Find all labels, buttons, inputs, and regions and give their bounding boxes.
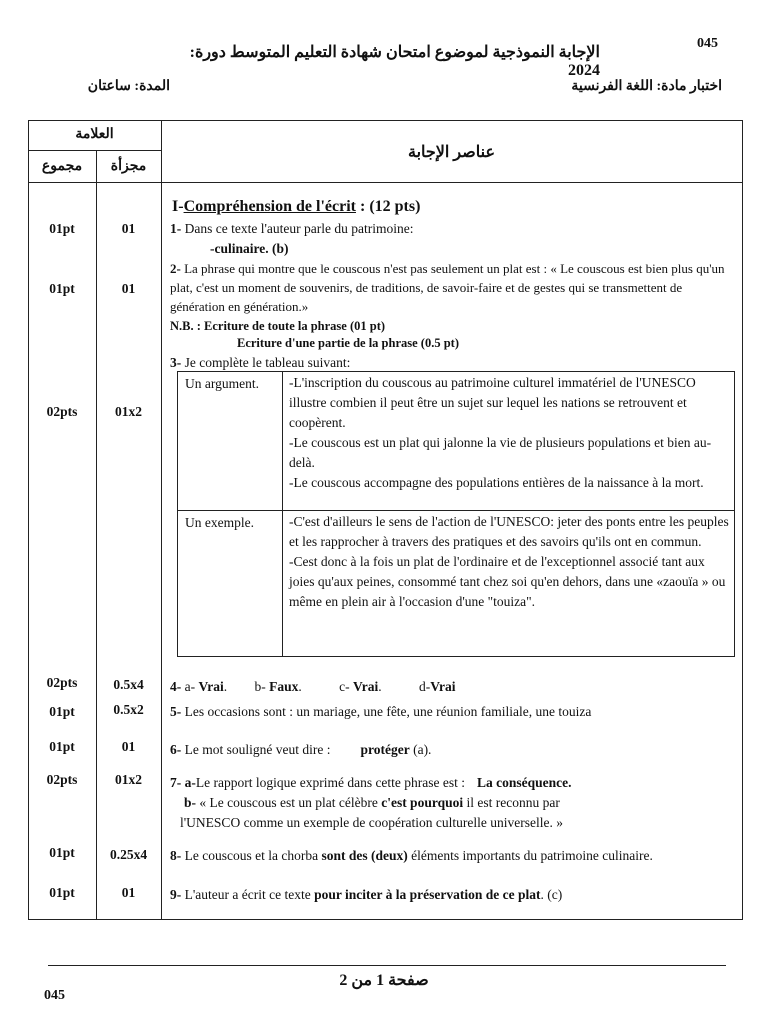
q8-question: 8- Le couscous et la chorba sont des (deux) éléments importants du patrimoine culinaire. xyxy=(170,848,653,863)
section-title: I-Compréhension de l'écrit : (12 pts) xyxy=(172,198,421,215)
answers-header: عناصر الإجابة xyxy=(407,144,496,161)
q8-total: 01pt xyxy=(49,845,75,860)
q2-question: 2- La phrase qui montre que le couscous n'est pas seulement un plat est : « Le couscous est bien plus qu'un plat, c'est un moment de souvenirs, de traditions, de savoir-faire et de gestes qui se transmettent de génération en génération.» xyxy=(170,261,725,314)
page-code-bottom: 045 xyxy=(44,988,65,1003)
q6-partial: 01 xyxy=(121,739,136,754)
q2-total: 01pt xyxy=(49,281,75,296)
q3-question: 3- Je complète le tableau suivant: xyxy=(170,355,351,370)
q7-question-b-cont: l'UNESCO comme un exemple de coopération culturelle universelle. » xyxy=(180,815,563,830)
argument-line-3: -Le couscous accompagne des populations entières de la naissance à la mort. xyxy=(289,475,704,490)
footer-rule xyxy=(48,965,726,966)
q2-note-partial: Ecriture d'une partie de la phrase (0.5 pt) xyxy=(237,336,459,350)
q4-partial: 0.5x4 xyxy=(113,677,144,692)
q7-question-a: 7- a-Le rapport logique exprimé dans cette phrase est : La conséquence. xyxy=(170,775,572,790)
exam-duration: المدة: ساعتان xyxy=(87,79,170,94)
q3-total: 02pts xyxy=(46,404,78,419)
q2-note-full: N.B. : Ecriture de toute la phrase (01 pt) xyxy=(170,319,386,333)
example-line-1: -C'est d'ailleurs le sens de l'action de l'UNESCO: jeter des ponts entre les peuples et les rapprocher à travers des pratiques et des savoirs qu'ils ont en commun. xyxy=(289,514,729,549)
grade-header: العلامة xyxy=(75,127,114,142)
example-line-2: -Cest donc à la fois un plat de l'ordinaire et de l'exceptionnel associé tant aux joies qu'aux peines, consommé tant chez soi qu'en dehors, dans une «zaouïa » ou même en plein air à l'occasion d'une "touiza". xyxy=(289,554,726,609)
q1-partial: 01 xyxy=(121,221,136,236)
q2-partial: 01 xyxy=(121,281,136,296)
q3-row-example-label: Un exemple. xyxy=(185,515,254,530)
page-title: الإجابة النموذجية لموضوع امتحان شهادة التعليم المتوسط دورة: 2024 xyxy=(189,44,600,79)
q4-total: 02pts xyxy=(46,675,78,690)
q9-total: 01pt xyxy=(49,885,75,900)
q3-row-argument-label: Un argument. xyxy=(185,376,259,391)
q7-question-b: b- « Le couscous est un plat célèbre c'est pourquoi il est reconnu par xyxy=(184,795,560,810)
q7-total: 02pts xyxy=(46,772,78,787)
q6-total: 01pt xyxy=(49,739,75,754)
page-number: صفحة 1 من 2 xyxy=(339,972,429,989)
argument-line-2: -Le couscous est un plat qui jalonne la vie de plusieurs populations et bien au-delà. xyxy=(289,435,712,470)
q5-question: 5- Les occasions sont : un mariage, une fête, une réunion familiale, une touiza xyxy=(170,704,592,719)
partial-header: مجزأة xyxy=(110,159,147,174)
q3-row-example-content xyxy=(289,512,729,612)
q3-partial: 01x2 xyxy=(115,404,142,419)
total-header: مجموع xyxy=(41,159,83,174)
q9-partial: 01 xyxy=(121,885,136,900)
q6-question: 6- Le mot souligné veut dire : protéger (a). xyxy=(170,742,432,757)
q9-question: 9- L'auteur a écrit ce texte pour inciter à la préservation de ce plat. (c) xyxy=(170,887,563,902)
q5-total: 01pt xyxy=(49,704,75,719)
argument-line-1: -L'inscription du couscous au patrimoine culturel immatériel de l'UNESCO illustre combien il peut être un sujet sur lequel les nations se retrouvent et coopèrent. xyxy=(289,375,696,430)
q3-row-argument-content xyxy=(289,373,729,493)
page-code-top: 045 xyxy=(697,36,718,51)
exam-subject: اختبار مادة: اللغة الفرنسية xyxy=(571,79,722,94)
q4-question: 4- a- Vrai. b- Faux. c- Vrai. d-Vrai xyxy=(170,679,456,694)
q8-partial: 0.25x4 xyxy=(109,847,148,862)
q7-partial: 01x2 xyxy=(115,772,142,787)
q1-answer: -culinaire. (b) xyxy=(210,241,289,256)
q5-partial: 0.5x2 xyxy=(113,702,144,717)
q1-total: 01pt xyxy=(49,221,75,236)
q1-question: 1- Dans ce texte l'auteur parle du patrimoine: xyxy=(170,221,414,236)
